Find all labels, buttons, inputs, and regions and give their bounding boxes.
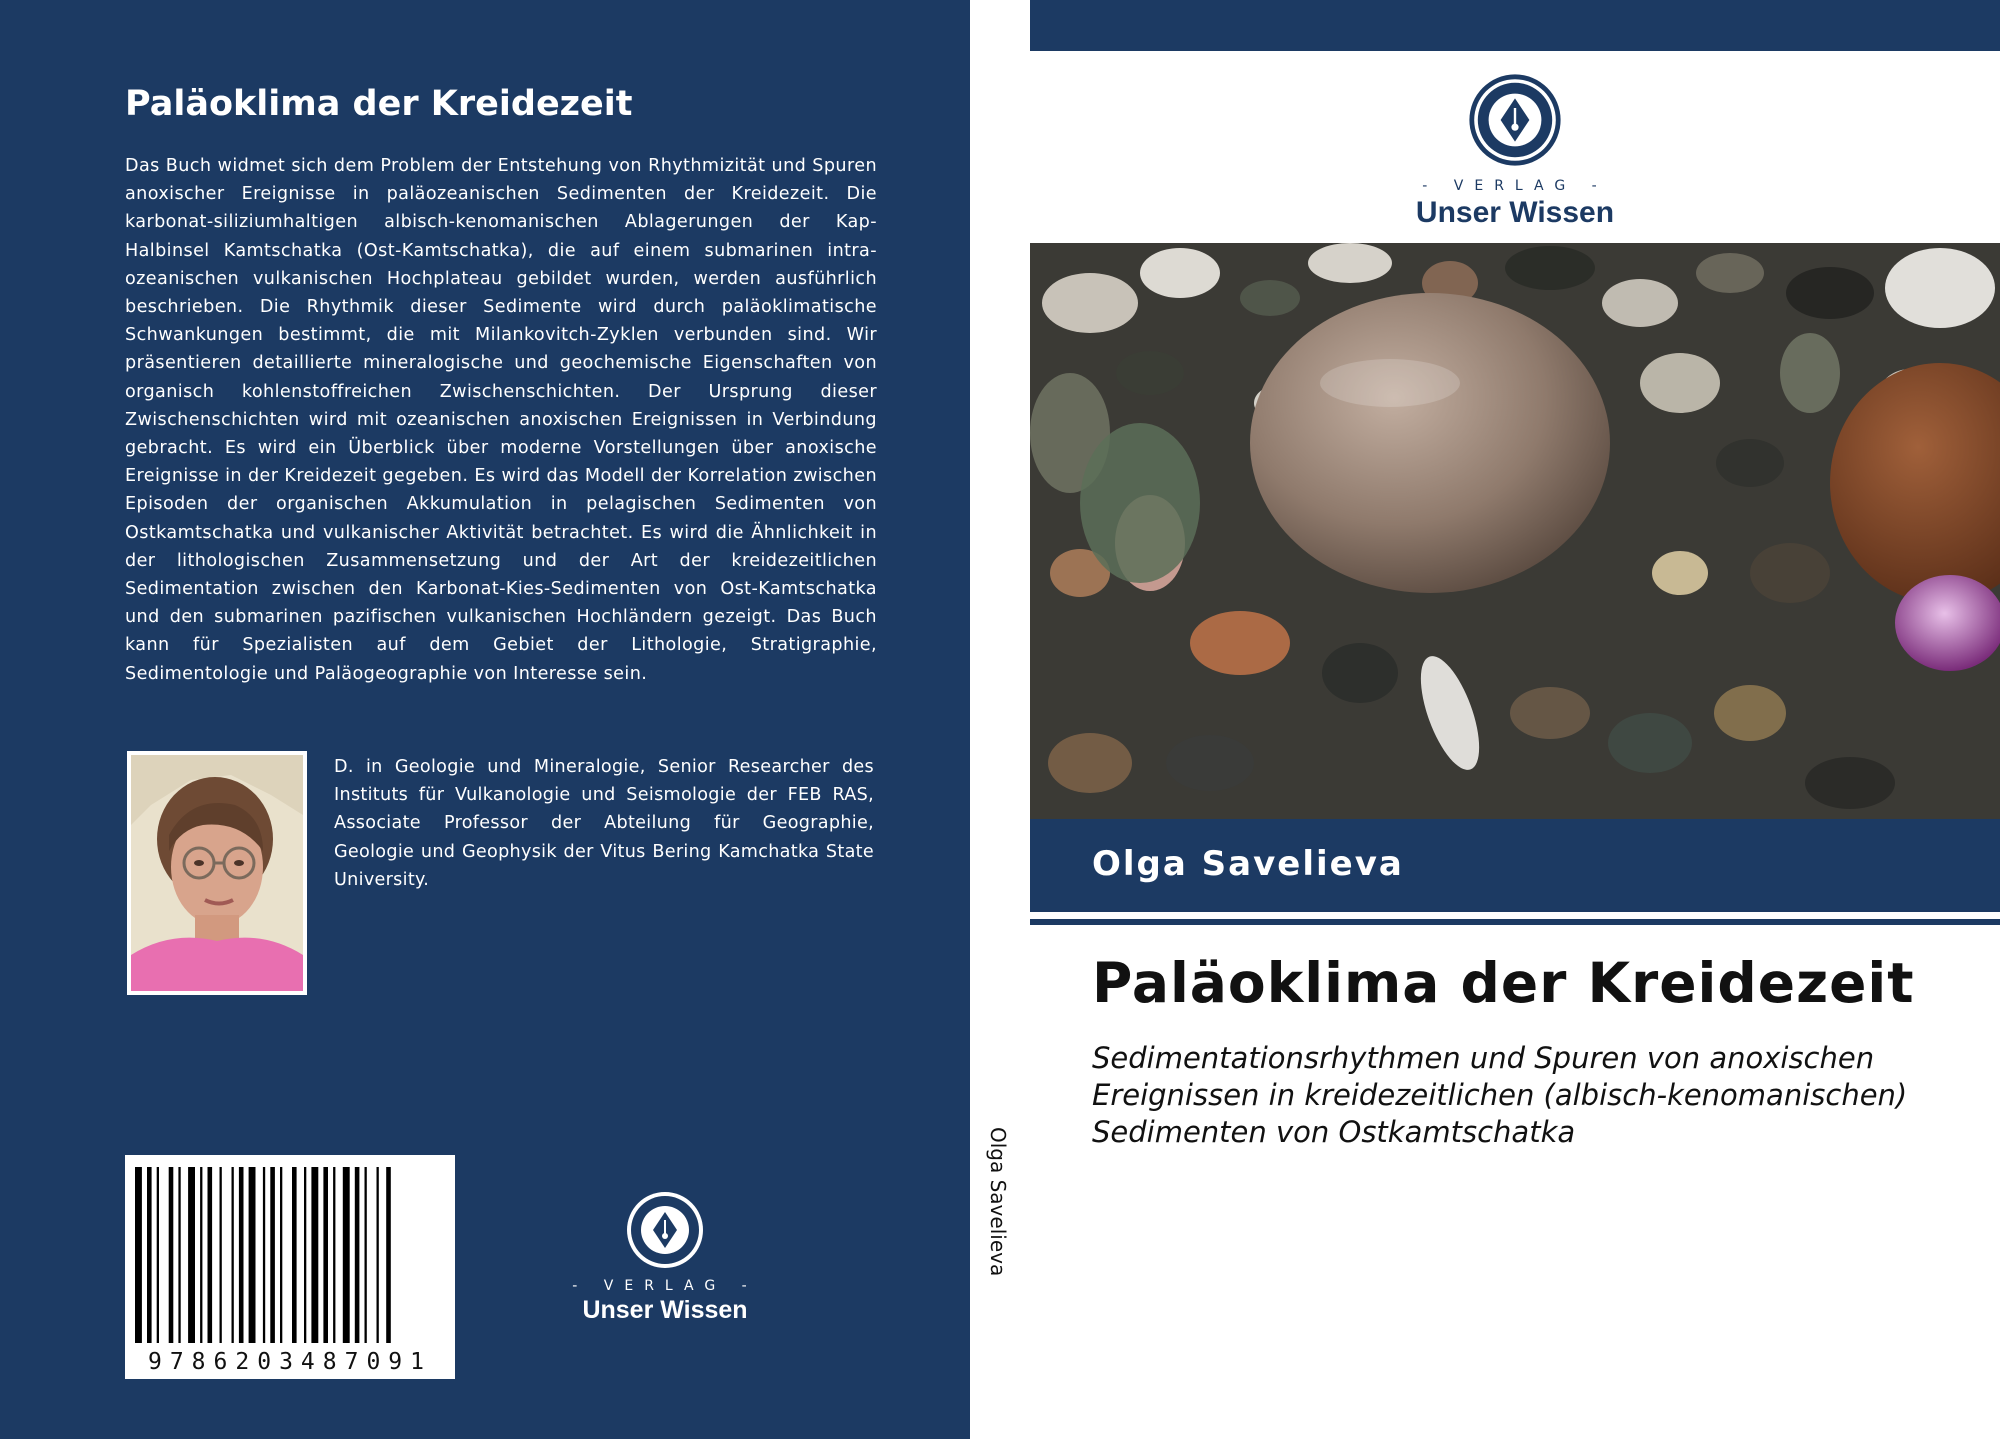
pen-nib-seal-icon <box>625 1190 705 1270</box>
barcode-bars <box>135 1167 445 1343</box>
back-publisher-name: Unser Wissen <box>582 1296 748 1324</box>
front-title: Paläoklima der Kreidezeit <box>1092 951 1915 1015</box>
isbn-number: 9786203487091 <box>147 1349 432 1375</box>
book-description: Das Buch widmet sich dem Problem der Entstehung von Rhythmizität und Spuren anoxischer Ereignisse in paläozeanischen Sedimenten der Kreidezeit. Die karbonat-siliziumhaltigen albisch-kenomanischen Ablagerungen der Kap-Halbinsel Kamtschatka (Ost-Kamtschatka), die auf einem submarinen intra-ozeanischen vulkanischen Hochplateau gebildet wurden, werden ausführlich beschrieben. Die Rhythmik dieser Sedimente wird durch paläoklimatische Schwankungen bestimmt, die mit Milankovitch-Zyklen verbunden sind. Wir präsentieren detaillierte mineralogische und geochemische Eigenschaften von organisch kohlenstoffreichen Zwischenschichten. Der Ursprung dieser Zwischenschichten wird mit ozeanischen anoxischen Ereignissen in Verbindung gebracht. Es wird ein Überblick über moderne Vorstellungen über anoxische Ereignisse in der Kreidezeit gegeben. Es wird das Modell der Korrelation zwischen Episoden der organischen Akkumulation in pelagischen Sedimenten von Ostkamtschatka und vulkanischer Aktivität betrachtet. Es wird die Ähnlichkeit in der lithologischen Zusammensetzung und der Art der kreidezeitlichen Sedimentation zwischen den Karbonat-Kies-Sedimenten von Ost-Kamtschatka und den submarinen pazifischen vulkanischen Hochländern gezeigt. Das Buch kann für Spezialisten auf dem Gebiet der Lithologie, Stratigraphie, Sedimentologie und Paläogeographie von Interesse sein. <box>125 156 877 684</box>
front-author-name: Olga Savelieva <box>1092 844 1404 884</box>
author-bio: D. in Geologie und Mineralogie, Senior Researcher des Instituts für Vulkanologie und Seismologie der FEB RAS, Associate Professor der Abteilung für Geographie, Geologie und Geophysik der Vitus Bering Kamchatka State University. <box>334 757 874 890</box>
back-verlag-label: - VERLAG - <box>572 1278 758 1294</box>
divider <box>1030 919 2000 925</box>
isbn-barcode <box>125 1155 455 1379</box>
author-photo <box>127 751 307 995</box>
author-portrait-image <box>131 755 303 991</box>
front-publisher-logo <box>1380 72 1650 230</box>
back-publisher-logo <box>560 1190 770 1325</box>
spine-author: Olga Savelieva <box>986 1127 1010 1277</box>
front-author-band <box>1030 819 2000 912</box>
front-subtitle: Sedimentationsrhythmen und Spuren von anoxischen Ereignissen in kreidezeitlichen (albisch-kenomanischen) Sedimenten von Ostkamtschatka <box>1092 1041 1908 1149</box>
pen-nib-seal-icon <box>1467 72 1563 168</box>
back-cover-title: Paläoklima der Kreidezeit <box>125 84 633 124</box>
cover-photo <box>1030 243 2000 819</box>
pebbles-image <box>1030 243 2000 819</box>
front-verlag-label: - VERLAG - <box>1422 178 1608 194</box>
front-top-band <box>1030 0 2000 51</box>
front-publisher-name: Unser Wissen <box>1415 196 1615 229</box>
